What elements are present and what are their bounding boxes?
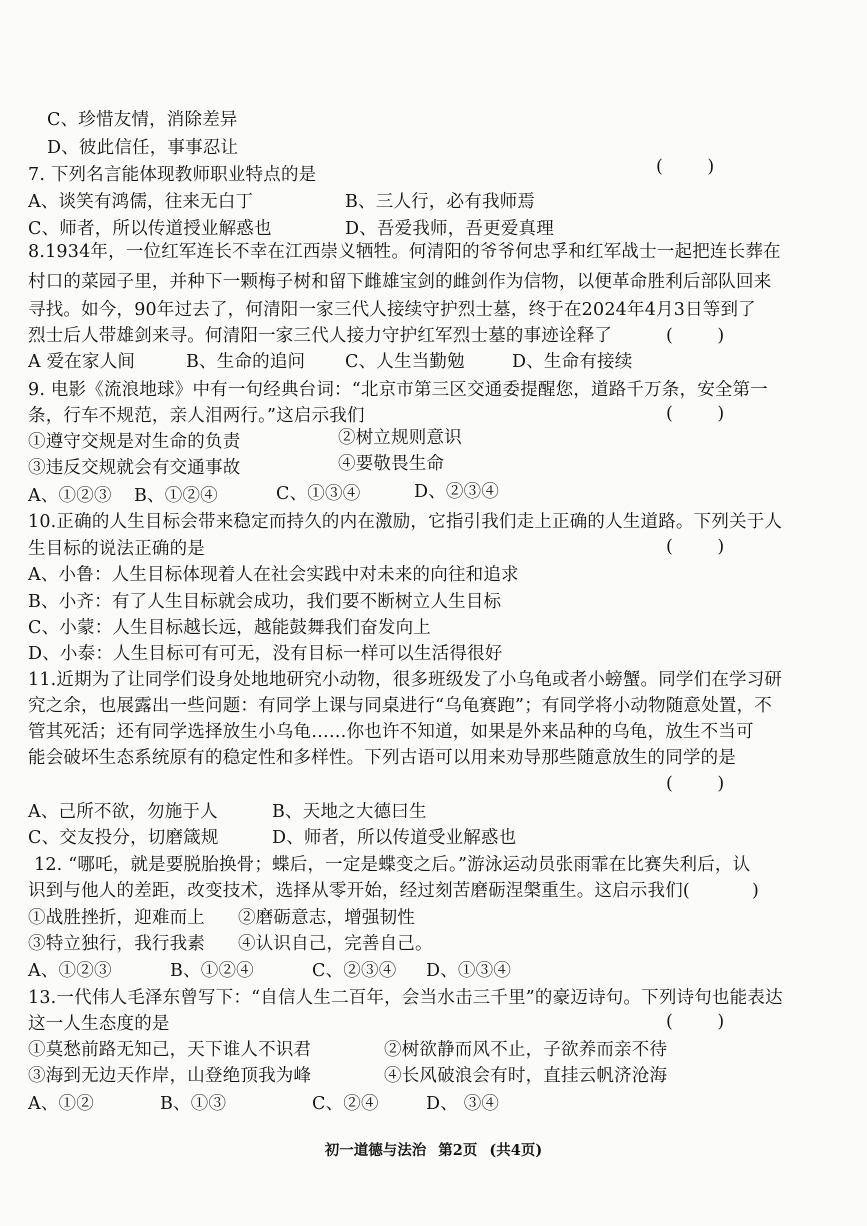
- q9-statement-1: ①遵守交规是对生命的负责: [28, 432, 241, 452]
- q12-statement-1: ①战胜挫折，迎难而上: [28, 908, 205, 928]
- q12-option-b: B、①②④: [170, 961, 254, 981]
- q11-option-b: B、天地之大德曰生: [272, 802, 427, 822]
- q10-option-a: A、小鲁：人生目标体现着人在社会实践中对未来的向往和追求: [28, 565, 519, 585]
- q8-option-d: D、生命有接续: [512, 352, 633, 372]
- q11-option-d: D、师者，所以传道受业解惑也: [272, 828, 517, 848]
- q11-stem-line4: 能会破坏生态系统原有的稳定性和多样性。下列古语可以用来劝导那些随意放生的同学的是: [28, 748, 736, 768]
- q6-option-c: C、珍惜友情，消除差异: [47, 110, 238, 130]
- answer-bracket-close: ): [752, 881, 759, 901]
- q10-stem-line1: 10.正确的人生目标会带来稳定而持久的内在激励，它指引我们走上正确的人生道路。下列关于人: [28, 512, 783, 532]
- q8-stem-line2: 村口的菜园子里，并种下一颗梅子树和留下雌雄宝剑的雌剑作为信物，以便革命胜利后部队回来: [28, 272, 772, 292]
- q8-option-c: C、人生当勤勉: [345, 352, 465, 372]
- q11-stem-line3: 管其死活；还有同学选择放生小乌龟……你也许不知道，如果是外来品种的乌龟，放生不当可: [28, 722, 754, 742]
- q9-option-c: C、①③④: [276, 484, 361, 504]
- q12-option-c: C、②③④: [312, 961, 397, 981]
- footer-subject: 初一道德与法治: [324, 1142, 427, 1159]
- q12-statement-3: ③特立独行，我行我素: [28, 934, 205, 954]
- q10-option-d: D、小泰：人生目标可有可无，没有目标一样可以生活得很好: [28, 644, 503, 664]
- q9-statement-2: ②树立规则意识: [338, 428, 462, 448]
- q12-stem-line1: 12. “哪吒，就是要脱胎换骨；蝶后，一定是蝶变之后。”游泳运动员张雨霏在比赛失利后，认: [34, 855, 751, 875]
- answer-bracket: ( ): [666, 1012, 725, 1032]
- q13-stem-line1: 13.一代伟人毛泽东曾写下：“自信人生二百年，会当水击三千里”的豪迈诗句。下列诗句也能表达: [28, 988, 783, 1008]
- q13-stem-line2: 这一人生态度的是: [28, 1014, 170, 1034]
- q10-option-c: C、小蒙：人生目标越长远，越能鼓舞我们奋发向上: [28, 618, 431, 638]
- q9-statement-4: ④要敬畏生命: [338, 454, 445, 474]
- q8-stem-line4: 烈士后人带雄剑来寻。何清阳一家三代人接力守护红军烈士墓的事迹诠释了: [28, 326, 613, 346]
- q11-stem-line2: 究之余，也展露出一些问题：有同学上课与同桌进行“乌龟赛跑”；有同学将小动物随意处置，不: [28, 696, 772, 716]
- footer-page-number: 第2页: [438, 1142, 478, 1159]
- q7-option-b: B、三人行，必有我师焉: [345, 192, 536, 212]
- q13-statement-1: ①莫愁前路无知己，天下谁人不识君: [28, 1040, 312, 1060]
- q12-statement-2: ②磨砺意志，增强韧性: [238, 908, 415, 928]
- q12-stem-line2: 识到与他人的差距，改变技术，选择从零开始，经过刻苦磨砺涅槃重生。这启示我们(: [28, 881, 690, 901]
- q13-option-c: C、②④: [312, 1094, 379, 1114]
- q13-statement-3: ③海到无边天作岸，山登绝顶我为峰: [28, 1066, 312, 1086]
- q11-stem-line1: 11.近期为了让同学们设身处地地研究小动物，很多班级发了小乌龟或者小螃蟹。同学们在学习研: [28, 670, 783, 690]
- answer-bracket: ( ): [666, 537, 725, 557]
- q11-option-c: C、交友投分，切磨箴规: [28, 828, 219, 848]
- answer-bracket: ( ): [666, 326, 725, 346]
- q8-stem-line1: 8.1934年，一位红军连长不幸在江西崇义牺牲。何清阳的爷爷何忠孚和红军战士一起把连长葬在: [28, 242, 781, 262]
- q9-stem-line1: 9. 电影《流浪地球》中有一句经典台词：“北京市第三区交通委提醒您，道路千万条，安全第一: [28, 380, 769, 400]
- q9-statement-3: ③违反交规就会有交通事故: [28, 458, 241, 478]
- q8-option-a: A 爱在家人间: [28, 352, 136, 372]
- q13-statement-2: ②树欲静而风不止，子欲养而亲不待: [384, 1040, 668, 1060]
- q9-stem-line2: 条，行车不规范，亲人泪两行。”这启示我们: [28, 406, 365, 426]
- page-footer: [0, 1141, 867, 1161]
- q9-option-b: B、①②④: [134, 486, 218, 506]
- q13-statement-4: ④长风破浪会有时，直挂云帆济沧海: [384, 1066, 668, 1086]
- q13-option-a: A、①②: [28, 1094, 94, 1114]
- q6-option-d: D、彼此信任，事事忍让: [47, 138, 239, 158]
- q10-option-b: B、小齐：有了人生目标就会成功，我们要不断树立人生目标: [28, 592, 502, 612]
- q7-option-c: C、师者，所以传道授业解惑也: [28, 219, 272, 239]
- q9-option-d: D、②③④: [414, 482, 500, 502]
- q7-option-d: D、吾爱我师，吾更爱真理: [345, 219, 554, 239]
- q13-option-b: B、①③: [160, 1094, 227, 1114]
- footer-total-pages: (共4页): [489, 1142, 543, 1159]
- answer-bracket: ( ): [666, 774, 725, 794]
- q8-option-b: B、生命的追问: [186, 352, 306, 372]
- q9-option-a: A、①②③: [28, 486, 112, 506]
- q12-option-d: D、①③④: [426, 961, 512, 981]
- q11-option-a: A、己所不欲，勿施于人: [28, 802, 218, 822]
- answer-bracket: ( ): [666, 404, 725, 424]
- q7-stem: 7. 下列名言能体现教师职业特点的是: [28, 165, 317, 185]
- q12-option-a: A、①②③: [28, 961, 112, 981]
- q10-stem-line2: 生目标的说法正确的是: [28, 539, 205, 559]
- answer-bracket: ( ): [656, 157, 715, 177]
- q7-option-a: A、谈笑有鸿儒，往来无白丁: [28, 192, 254, 212]
- q12-statement-4: ④认识自己，完善自己。: [238, 934, 433, 954]
- q13-option-d: D、 ③④: [426, 1094, 500, 1114]
- q8-stem-line3: 寻找。如今，90年过去了，何清阳一家三代人接续守护烈士墓，终于在2024年4月3日等到了: [28, 300, 756, 320]
